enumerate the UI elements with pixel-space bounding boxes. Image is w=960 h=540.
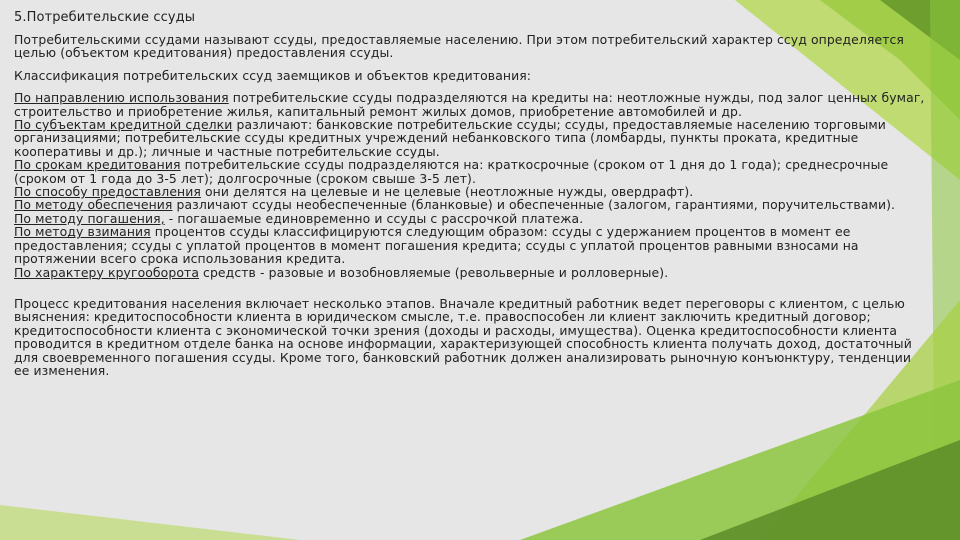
intro-paragraph: Потребительскими ссудами называют ссуды, предоставляемые населению. При этом потребительский характер ссуд определяется целью (объектом кредитования) предоставления ссуды.	[14, 32, 904, 61]
classification-item	[14, 266, 929, 279]
classification-item	[14, 212, 929, 225]
classification-item	[14, 118, 929, 158]
classification-text: средств - разовые и возобновляемые (револьверные и ролловерные).	[199, 264, 669, 280]
classification-term: По способу предоставления	[14, 184, 201, 200]
classification-item	[14, 198, 929, 211]
classification-item	[14, 158, 929, 185]
classification-heading: Классификация потребительских ссуд заемщиков и объектов кредитования:	[14, 67, 532, 83]
classification-item	[14, 91, 929, 118]
slide-title: 5.Потребительские ссуды	[14, 10, 196, 25]
classification-text: различают: банковские потребительские ссуды; ссуды, предоставляемые населению торговыми организациями; потребительские ссуды кредитных учреждений небанковского типа (ломбарды, пункты проката, кредитные кооперативы и др.); личные и частные потребительские ссуды.	[14, 117, 886, 159]
classification-term: По методу обеспечения	[14, 197, 173, 213]
classification-term: По методу погашения,	[14, 210, 165, 226]
classification-text: - погашаемые единовременно и ссуды с рассрочкой платежа.	[164, 210, 584, 226]
classification-term: По срокам кредитования	[14, 157, 181, 173]
slide-content	[14, 10, 929, 377]
classification-text: процентов ссуды классифицируются следующим образом: ссуды с удержанием процентов в момент ее предоставления; ссуды с уплатой процентов в момент погашения кредита; ссуды с уплатой процентов равными взносами на протяжении всего срока использования кредита.	[14, 224, 859, 267]
classification-text: они делятся на целевые и не целевые (неотложные нужды, овердрафт).	[200, 184, 694, 200]
classification-term: По субъектам кредитной сделки	[14, 117, 233, 133]
green-bottom-left	[0, 505, 300, 540]
classification-term: По характеру кругооборота	[14, 264, 200, 280]
process-paragraph: Процесс кредитования населения включает несколько этапов. Вначале кредитный работник ведет переговоры с клиентом, с целью выяснения: кредитоспособности клиента в юридическом смысле, т.е. правоспособен ли клиент заключить кредитный договор; кредитоспособности клиента с экономической точки зрения (доходы и расходы, имущества). Оценка кредитоспособности клиента проводится в кредитном отделе банка на основе информации, характеризующей способность клиента получать доход, достаточный для своевременного погашения ссуды. Кроме того, банковский работник должен анализировать рыночную конъюнктуру, тенденции ее изменения.	[14, 295, 912, 378]
classification-text: различают ссуды необеспеченные (бланковые) и обеспеченные (залогом, гарантиями, поручительствами).	[172, 197, 896, 213]
classification-item	[14, 225, 929, 265]
classification-text: потребительские ссуды подразделяются на: краткосрочные (сроком от 1 дня до 1 года); среднесрочные (сроком от 1 года до 3-5 лет); долгосрочные (сроком свыше 3-5 лет).	[14, 157, 889, 186]
classification-term: По направлению использования	[14, 90, 229, 106]
classification-item	[14, 185, 929, 198]
classification-list	[14, 91, 929, 279]
classification-term: По методу взимания	[14, 224, 151, 240]
classification-text: потребительские ссуды подразделяются на кредиты на: неотложные нужды, под залог ценных бумаг, строительство и приобретение жилья, капитальный ремонт жилых домов, приобретение автомобилей и др.	[14, 90, 925, 119]
